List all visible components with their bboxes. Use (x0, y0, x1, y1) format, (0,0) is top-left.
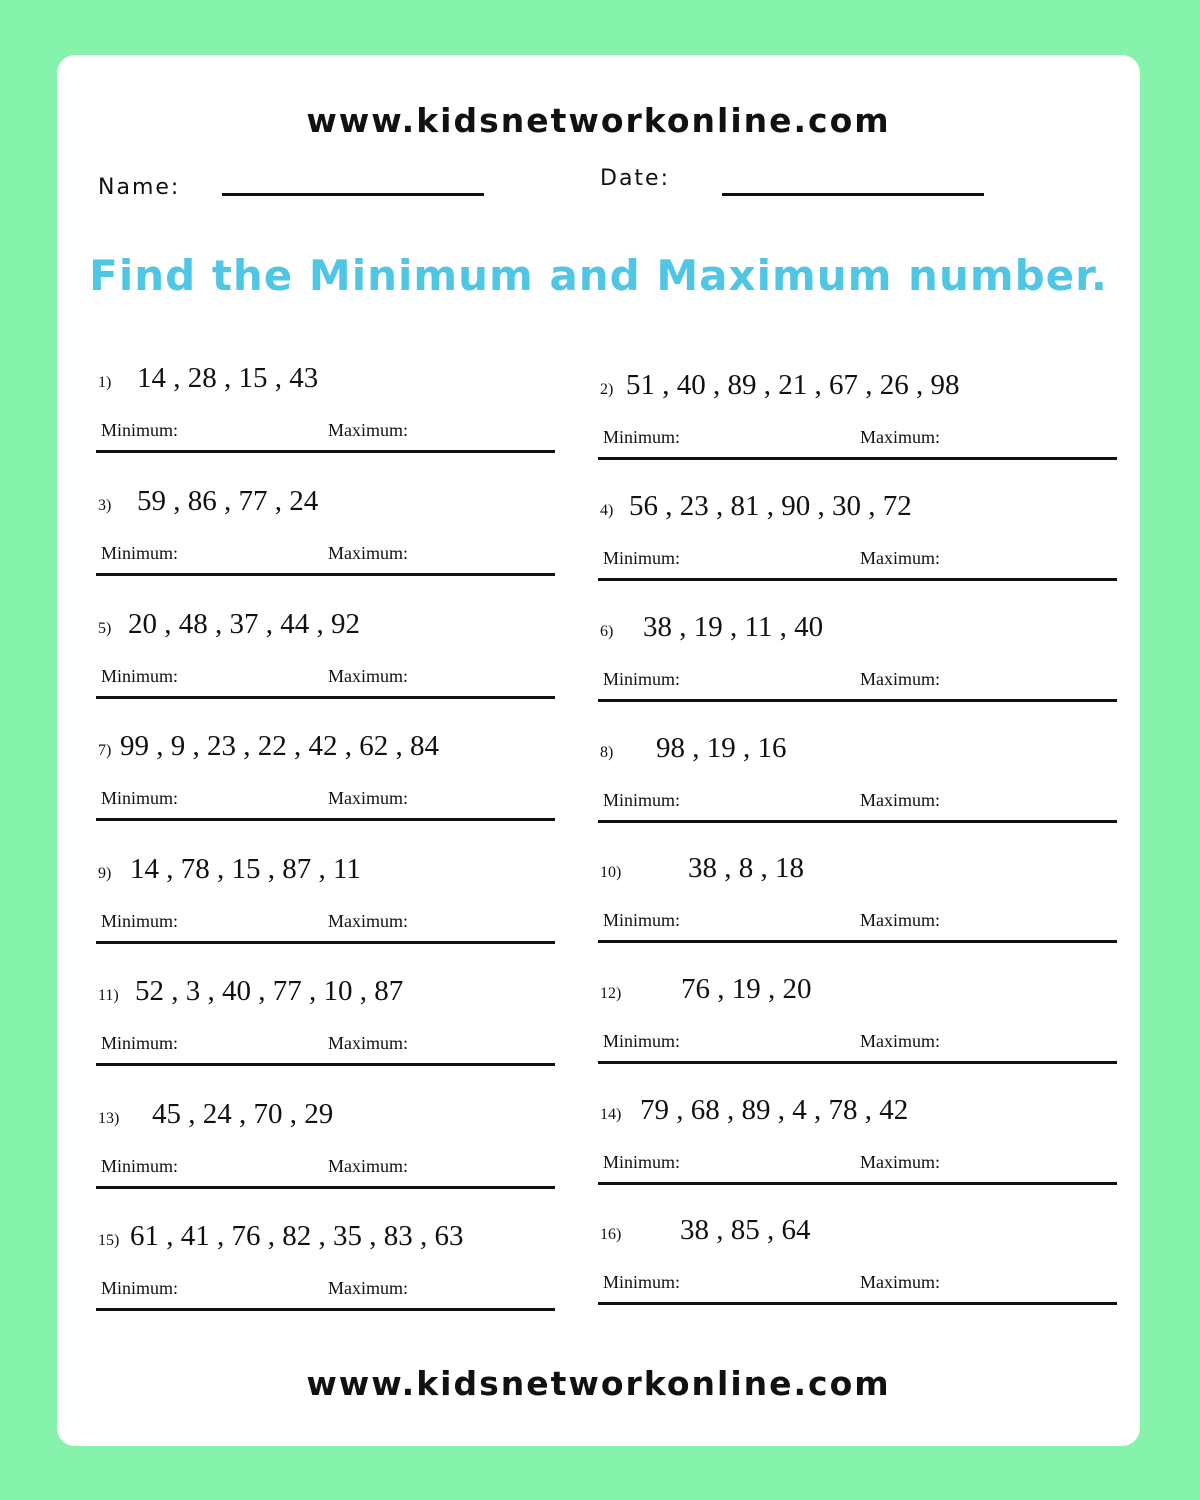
problem-number: 13) (98, 1110, 120, 1127)
minimum-label: Minimum: (603, 790, 681, 810)
minimum-label: Minimum: (603, 1031, 681, 1051)
date-label: Date: (600, 166, 670, 191)
maximum-label: Maximum: (860, 1272, 940, 1292)
minimum-label: Minimum: (603, 669, 681, 689)
maximum-label: Maximum: (860, 427, 940, 447)
maximum-label: Maximum: (328, 543, 408, 563)
number-list: 98 , 19 , 16 (656, 732, 787, 764)
maximum-label: Maximum: (860, 1031, 940, 1051)
problem-number: 7) (98, 742, 112, 759)
answer-line[interactable] (598, 457, 1117, 460)
problem-13 (96, 1098, 555, 1216)
worksheet-card (57, 55, 1140, 1446)
problem-number: 2) (600, 381, 614, 398)
maximum-label: Maximum: (860, 910, 940, 930)
problem-15 (96, 1220, 555, 1338)
maximum-label: Maximum: (328, 666, 408, 686)
answer-line[interactable] (96, 1186, 555, 1189)
name-line[interactable] (222, 193, 484, 196)
minimum-label: Minimum: (603, 1152, 681, 1172)
site-url-footer: www.kidsnetworkonline.com (306, 1364, 891, 1403)
problem-12 (598, 973, 1117, 1091)
minimum-label: Minimum: (603, 1272, 681, 1292)
minimum-label: Minimum: (101, 1156, 179, 1176)
maximum-label: Maximum: (860, 669, 940, 689)
problem-4 (598, 490, 1117, 608)
answer-line[interactable] (598, 1061, 1117, 1064)
number-list: 38 , 19 , 11 , 40 (643, 611, 824, 643)
minimum-label: Minimum: (101, 911, 179, 931)
number-list: 61 , 41 , 76 , 82 , 35 , 83 , 63 (130, 1220, 464, 1252)
problem-6 (598, 611, 1117, 729)
answer-line[interactable] (96, 818, 555, 821)
problem-number: 5) (98, 620, 112, 637)
answer-line[interactable] (598, 699, 1117, 702)
answer-line[interactable] (96, 450, 555, 453)
maximum-label: Maximum: (860, 1152, 940, 1172)
number-list: 59 , 86 , 77 , 24 (137, 485, 319, 517)
problem-11 (96, 975, 555, 1093)
problem-7 (96, 730, 555, 848)
problem-5 (96, 608, 555, 726)
answer-line[interactable] (96, 1063, 555, 1066)
minimum-label: Minimum: (603, 427, 681, 447)
problem-3 (96, 485, 555, 603)
minimum-label: Minimum: (101, 543, 179, 563)
answer-line[interactable] (598, 1302, 1117, 1305)
problem-number: 9) (98, 865, 112, 882)
answer-line[interactable] (96, 941, 555, 944)
minimum-label: Minimum: (101, 420, 179, 440)
problem-number: 1) (98, 374, 112, 391)
maximum-label: Maximum: (328, 1033, 408, 1053)
answer-line[interactable] (96, 1308, 555, 1311)
minimum-label: Minimum: (101, 666, 179, 686)
site-url-header: www.kidsnetworkonline.com (306, 101, 891, 140)
minimum-label: Minimum: (603, 548, 681, 568)
maximum-label: Maximum: (328, 911, 408, 931)
maximum-label: Maximum: (328, 420, 408, 440)
answer-line[interactable] (598, 940, 1117, 943)
name-label: Name: (98, 175, 181, 200)
number-list: 45 , 24 , 70 , 29 (152, 1098, 334, 1130)
number-list: 52 , 3 , 40 , 77 , 10 , 87 (135, 975, 404, 1007)
worksheet-title: Find the Minimum and Maximum number. (89, 251, 1108, 300)
problem-10 (598, 852, 1117, 970)
problem-number: 14) (600, 1106, 622, 1123)
answer-line[interactable] (598, 1182, 1117, 1185)
answer-line[interactable] (96, 696, 555, 699)
problem-number: 3) (98, 497, 112, 514)
problem-number: 12) (600, 985, 622, 1002)
number-list: 38 , 8 , 18 (688, 852, 804, 884)
maximum-label: Maximum: (860, 790, 940, 810)
problem-number: 16) (600, 1226, 622, 1243)
problem-9 (96, 853, 555, 971)
problem-number: 10) (600, 864, 622, 881)
problem-number: 8) (600, 744, 614, 761)
answer-line[interactable] (598, 578, 1117, 581)
answer-line[interactable] (598, 820, 1117, 823)
number-list: 79 , 68 , 89 , 4 , 78 , 42 (640, 1094, 909, 1126)
problem-number: 15) (98, 1232, 120, 1249)
number-list: 14 , 78 , 15 , 87 , 11 (130, 853, 361, 885)
number-list: 56 , 23 , 81 , 90 , 30 , 72 (629, 490, 912, 522)
minimum-label: Minimum: (101, 788, 179, 808)
problem-number: 4) (600, 502, 614, 519)
maximum-label: Maximum: (328, 788, 408, 808)
problem-8 (598, 732, 1117, 850)
problem-number: 6) (600, 623, 614, 640)
number-list: 76 , 19 , 20 (681, 973, 812, 1005)
number-list: 14 , 28 , 15 , 43 (137, 362, 319, 394)
maximum-label: Maximum: (328, 1156, 408, 1176)
date-line[interactable] (722, 193, 984, 196)
problem-1 (96, 362, 555, 480)
answer-line[interactable] (96, 573, 555, 576)
maximum-label: Maximum: (328, 1278, 408, 1298)
number-list: 99 , 9 , 23 , 22 , 42 , 62 , 84 (120, 730, 439, 762)
problem-2 (598, 369, 1117, 487)
problem-16 (598, 1214, 1117, 1332)
maximum-label: Maximum: (860, 548, 940, 568)
minimum-label: Minimum: (101, 1278, 179, 1298)
problem-number: 11) (98, 987, 119, 1004)
minimum-label: Minimum: (101, 1033, 179, 1053)
number-list: 51 , 40 , 89 , 21 , 67 , 26 , 98 (626, 369, 960, 401)
problem-14 (598, 1094, 1117, 1212)
number-list: 38 , 85 , 64 (680, 1214, 811, 1246)
number-list: 20 , 48 , 37 , 44 , 92 (128, 608, 360, 640)
minimum-label: Minimum: (603, 910, 681, 930)
